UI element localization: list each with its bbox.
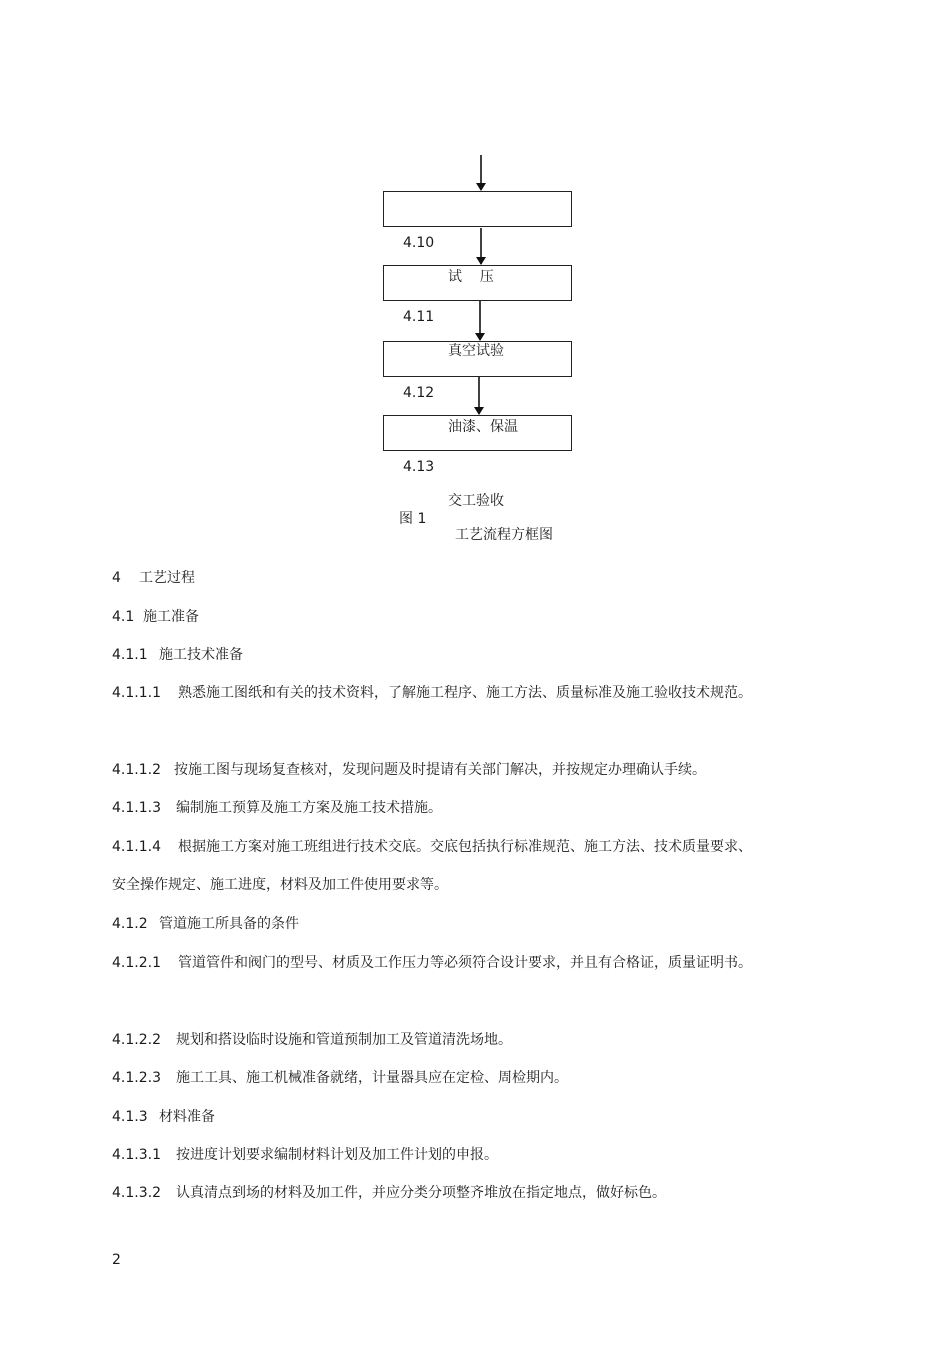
section-text: 工艺过程 [139, 570, 195, 586]
section-heading [112, 906, 752, 944]
section-number: 4.1.1.2 [112, 762, 161, 778]
section-number: 4.1.2.1 [112, 955, 161, 971]
paragraph-text: 管道管件和阀门的型号、材质及工作压力等必须符合设计要求，并且有合格证，质量证明书。 [178, 955, 752, 971]
section-text: 管道施工所具备的条件 [159, 916, 299, 932]
flow-step-number: 4.13 [403, 459, 435, 475]
section-number: 4.1.2.3 [112, 1070, 161, 1086]
section-number: 4 [112, 570, 121, 586]
flow-step-number: 4.10 [403, 235, 435, 251]
paragraph-text: 根据施工方案对施工班组进行技术交底。交底包括执行标准规范、施工方法、技术质量要求、安全操作规定、施工进度，材料及加工件使用要求等。 [112, 839, 752, 893]
paragraph [112, 829, 752, 904]
section-number: 4.1.1.3 [112, 800, 161, 816]
flow-step-label: 试 压 [448, 269, 494, 285]
paragraph-text: 按进度计划要求编制材料计划及加工件计划的申报。 [176, 1147, 498, 1163]
paragraph [112, 1175, 752, 1213]
paragraph [112, 945, 752, 983]
flow-step-4-10 [383, 191, 572, 285]
section-number: 4.1.1.4 [112, 839, 161, 855]
page-number: 2 [112, 1252, 121, 1268]
section-number: 4.1.1 [112, 647, 148, 663]
section-number: 4.1.3.2 [112, 1185, 161, 1201]
paragraph [112, 1022, 752, 1060]
figure-caption [0, 492, 950, 543]
paragraph-text: 认真清点到场的材料及加工件，并应分类分项整齐堆放在指定地点，做好标色。 [176, 1185, 666, 1201]
figure-title: 工艺流程方框图 [455, 527, 553, 543]
paragraph [112, 752, 752, 790]
paragraph [112, 1137, 752, 1175]
section-number: 4.1.2 [112, 916, 148, 932]
paragraph-text: 规划和搭设临时设施和管道预制加工及管道清洗场地。 [176, 1032, 512, 1048]
section-heading [112, 1099, 752, 1137]
section-number: 4.1.3 [112, 1109, 148, 1125]
flow-step-4-11 [383, 265, 572, 359]
flowchart-connectors [0, 0, 950, 460]
flow-step-4-13 [383, 415, 572, 509]
section-number: 4.1 [112, 609, 135, 625]
paragraph-text: 编制施工预算及施工方案及施工技术措施。 [176, 800, 442, 816]
flow-step-label: 交工验收 [448, 493, 504, 509]
section-text: 施工技术准备 [159, 647, 243, 663]
paragraph [112, 675, 752, 713]
flow-step-number: 4.12 [403, 385, 435, 401]
section-heading [112, 637, 752, 675]
paragraph-text: 施工工具、施工机械准备就绪，计量器具应在定检、周检期内。 [176, 1070, 568, 1086]
paragraph [112, 1060, 752, 1098]
section-heading [112, 560, 752, 598]
section-heading [112, 599, 752, 637]
paragraph-text: 熟悉施工图纸和有关的技术资料，了解施工程序、施工方法、质量标准及施工验收技术规范。 [178, 685, 752, 701]
flow-step-label: 油漆、保温 [448, 419, 518, 435]
section-number: 4.1.1.1 [112, 685, 161, 701]
section-number: 4.1.2.2 [112, 1032, 161, 1048]
section-number: 4.1.3.1 [112, 1147, 161, 1163]
section-text: 材料准备 [159, 1109, 215, 1125]
flow-step-label: 真空试验 [448, 343, 504, 359]
figure-number: 图 1 [399, 511, 427, 527]
paragraph-text: 按施工图与现场复查核对，发现问题及时提请有关部门解决，并按规定办理确认手续。 [174, 762, 706, 778]
paragraph [112, 790, 752, 828]
section-text: 施工准备 [143, 609, 199, 625]
flow-step-4-12 [383, 341, 572, 435]
flow-step-number: 4.11 [403, 309, 435, 325]
